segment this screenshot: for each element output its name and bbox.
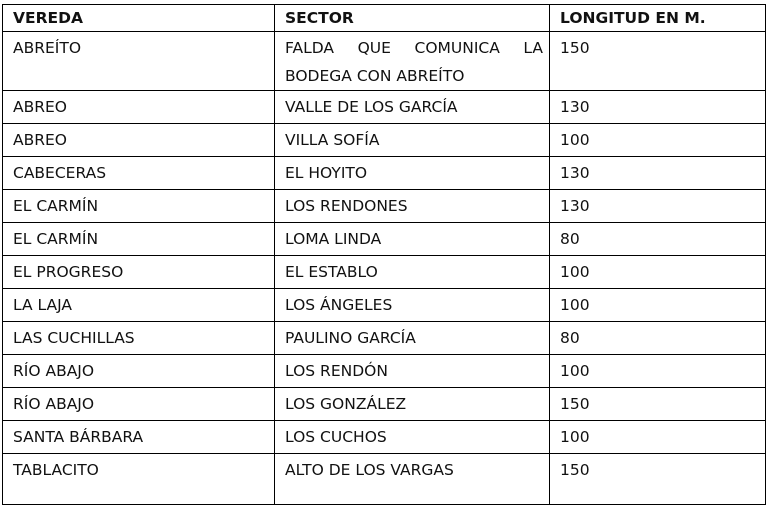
cell-sector: LOS ÁNGELES <box>275 289 550 322</box>
cell-sector: PAULINO GARCÍA <box>275 322 550 355</box>
header-vereda: VEREDA <box>3 5 275 32</box>
cell-vereda: EL PROGRESO <box>3 256 275 289</box>
cell-vereda: ABREO <box>3 124 275 157</box>
cell-longitud: 80 <box>550 223 766 256</box>
cell-vereda: SANTA BÁRBARA <box>3 421 275 454</box>
cell-longitud: 150 <box>550 32 766 91</box>
table-row <box>3 32 766 91</box>
table-row <box>3 421 766 454</box>
cell-longitud: 150 <box>550 454 766 505</box>
vereda-sector-table <box>2 4 766 505</box>
cell-longitud: 150 <box>550 388 766 421</box>
cell-longitud: 130 <box>550 91 766 124</box>
table-row <box>3 256 766 289</box>
cell-sector: LOS RENDÓN <box>275 355 550 388</box>
cell-vereda: ABREO <box>3 91 275 124</box>
table-row <box>3 190 766 223</box>
cell-longitud: 100 <box>550 124 766 157</box>
table-row <box>3 124 766 157</box>
cell-vereda: EL CARMÍN <box>3 223 275 256</box>
cell-sector: VILLA SOFÍA <box>275 124 550 157</box>
table-row <box>3 223 766 256</box>
cell-longitud: 130 <box>550 157 766 190</box>
cell-vereda: EL CARMÍN <box>3 190 275 223</box>
table-row <box>3 91 766 124</box>
cell-vereda: ABREÍTO <box>3 32 275 91</box>
cell-sector: LOS GONZÁLEZ <box>275 388 550 421</box>
cell-vereda: TABLACITO <box>3 454 275 505</box>
table-row <box>3 322 766 355</box>
cell-sector: VALLE DE LOS GARCÍA <box>275 91 550 124</box>
table-row <box>3 157 766 190</box>
header-longitud: LONGITUD EN M. <box>550 5 766 32</box>
cell-longitud: 130 <box>550 190 766 223</box>
cell-vereda: LA LAJA <box>3 289 275 322</box>
cell-vereda: CABECERAS <box>3 157 275 190</box>
table-row <box>3 355 766 388</box>
cell-sector: LOS RENDONES <box>275 190 550 223</box>
table-container <box>2 4 766 505</box>
cell-longitud: 100 <box>550 256 766 289</box>
table-row <box>3 454 766 505</box>
cell-vereda: RÍO ABAJO <box>3 355 275 388</box>
cell-sector: LOMA LINDA <box>275 223 550 256</box>
cell-sector: LOS CUCHOS <box>275 421 550 454</box>
table-row <box>3 289 766 322</box>
header-row <box>3 5 766 32</box>
cell-sector: ALTO DE LOS VARGAS <box>275 454 550 505</box>
cell-vereda: RÍO ABAJO <box>3 388 275 421</box>
cell-sector: FALDA QUE COMUNICA LA BODEGA CON ABREÍTO <box>275 32 550 91</box>
cell-longitud: 100 <box>550 289 766 322</box>
cell-vereda: LAS CUCHILLAS <box>3 322 275 355</box>
cell-longitud: 100 <box>550 421 766 454</box>
cell-longitud: 80 <box>550 322 766 355</box>
cell-sector: EL HOYITO <box>275 157 550 190</box>
cell-sector: EL ESTABLO <box>275 256 550 289</box>
header-sector: SECTOR <box>275 5 550 32</box>
table-row <box>3 388 766 421</box>
cell-longitud: 100 <box>550 355 766 388</box>
